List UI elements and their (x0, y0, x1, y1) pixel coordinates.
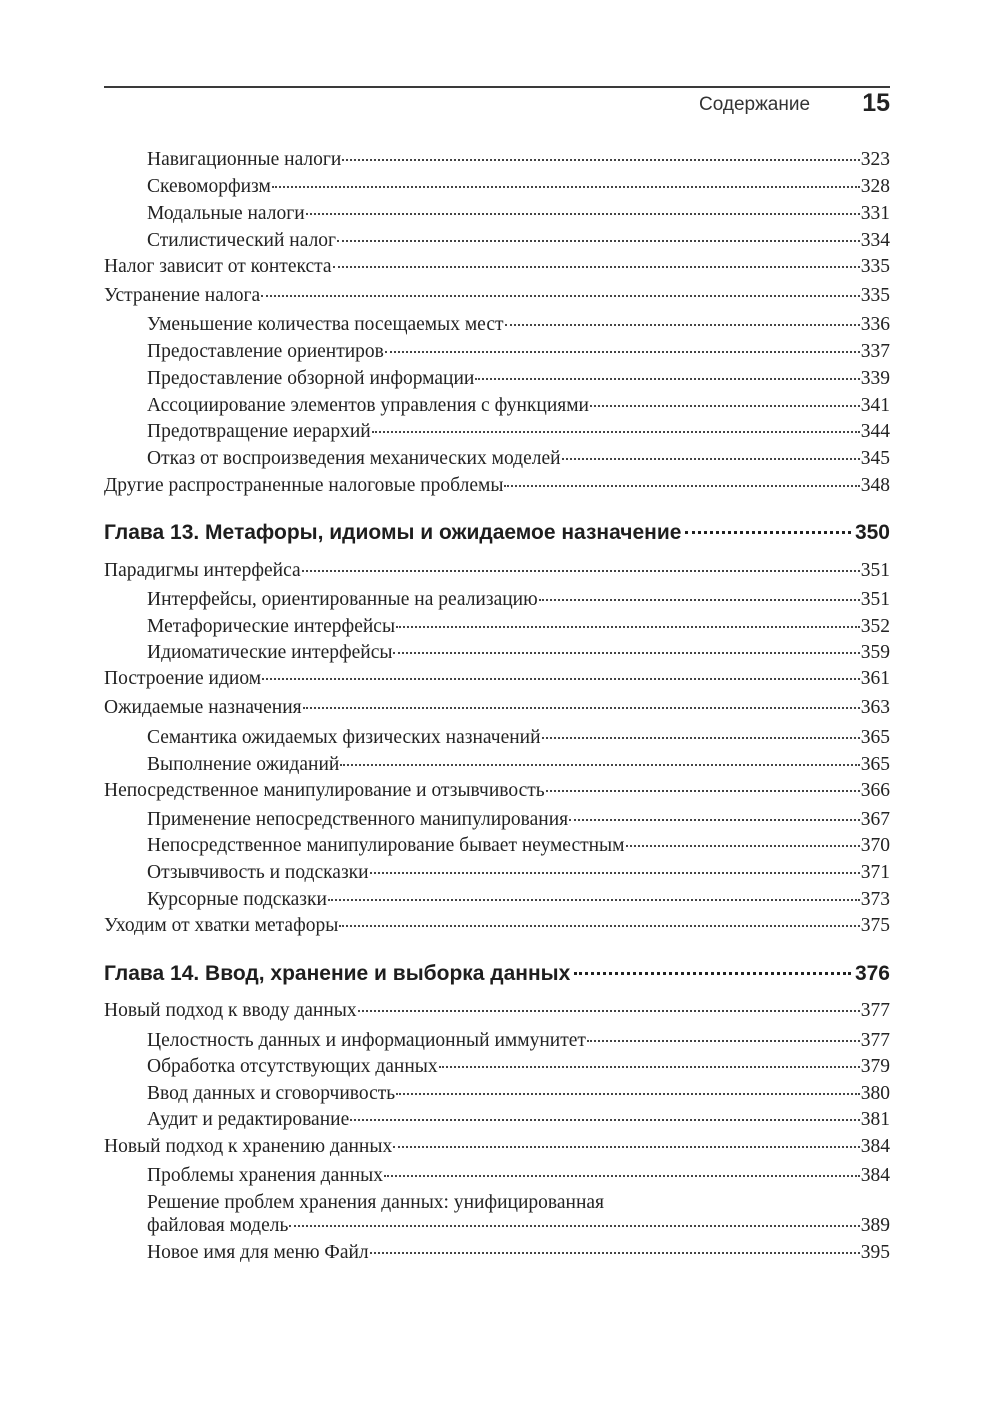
leader-dots (358, 1010, 860, 1012)
toc-entry[interactable] (147, 726, 890, 750)
toc-entry[interactable] (147, 313, 890, 337)
running-title: Содержание (699, 94, 811, 115)
toc-entry-title: Стилистический налог (147, 230, 337, 251)
leader-dots (337, 240, 860, 242)
leader-dots (262, 678, 860, 680)
leader-dots (303, 707, 860, 709)
leader-dots (306, 213, 860, 215)
toc-entry-title: Ожидаемые назначения (104, 697, 302, 718)
leader-dots (475, 378, 859, 380)
chapter-title: Глава 13. Метафоры, идиомы и ожидаемое назначение (104, 521, 682, 544)
leader-dots (393, 652, 859, 654)
leader-dots (546, 790, 860, 792)
toc-entry-title: Ввод данных и сговорчивость (147, 1083, 396, 1104)
toc-entry[interactable] (147, 447, 890, 471)
toc-entry[interactable] (147, 888, 890, 912)
toc-entry-title: Скевоморфизм (147, 176, 271, 197)
toc-entry-line1[interactable] (147, 1191, 890, 1215)
toc-entry-title: Проблемы хранения данных (147, 1165, 383, 1186)
leader-dots (302, 570, 860, 572)
toc-entry-page: 323 (860, 149, 890, 170)
toc-entry-page: 351 (860, 589, 890, 610)
toc-entry[interactable] (147, 1082, 890, 1106)
chapter-page: 376 (854, 962, 890, 985)
toc-entry-title: Навигационные налоги (147, 149, 342, 170)
toc-entry-title: Метафорические интерфейсы (147, 616, 396, 637)
leader-dots (289, 1225, 859, 1227)
toc-entry-page: 384 (860, 1136, 890, 1157)
toc-entry[interactable] (104, 696, 890, 720)
leader-dots (342, 159, 859, 161)
toc-entry[interactable] (104, 1135, 890, 1159)
toc-entry-title: Непосредственное манипулирование бывает неуместным (147, 835, 625, 856)
toc-entry-page: 373 (860, 889, 890, 910)
toc-entry-page: 370 (860, 835, 890, 856)
leader-dots (569, 819, 860, 821)
toc-entry-title: файловая модель (147, 1215, 289, 1236)
toc-entry[interactable] (147, 1164, 890, 1188)
toc-entry-page: 361 (860, 668, 890, 689)
toc-entry-title: Построение идиом (104, 668, 262, 689)
toc-entry[interactable] (147, 808, 890, 832)
toc-entry-title: Модальные налоги (147, 203, 305, 224)
toc-entry-title: Новое имя для меню Файл (147, 1242, 369, 1263)
toc-entry-page: 384 (860, 1165, 890, 1186)
toc-entry-title: Непосредственное манипулирование и отзывчивость (104, 780, 545, 801)
toc-entry-title: Курсорные подсказки (147, 889, 327, 910)
toc-entry-page: 366 (860, 780, 890, 801)
toc-entry[interactable] (147, 1241, 890, 1265)
toc-entry-title: Ассоциирование элементов управления с функциями (147, 395, 589, 416)
toc-entry-title: Идиоматические интерфейсы (147, 642, 393, 663)
leader-dots (384, 1175, 860, 1177)
toc-entry-title: Решение проблем хранения данных: унифицированная (147, 1192, 605, 1213)
toc-entry-title: Интерфейсы, ориентированные на реализацию (147, 589, 538, 610)
toc-entry-page: 344 (860, 421, 890, 442)
toc-entry-page: 337 (860, 341, 890, 362)
leader-dots (396, 1093, 860, 1095)
toc-entry[interactable] (147, 229, 890, 253)
toc-entry[interactable] (147, 367, 890, 391)
leader-dots (396, 626, 860, 628)
toc-entry-page: 377 (860, 1000, 890, 1021)
toc-entry-page: 335 (860, 285, 890, 306)
toc-entry-page: 371 (860, 862, 890, 883)
toc-entry[interactable] (104, 559, 890, 583)
toc-entry-title: Предоставление обзорной информации (147, 368, 475, 389)
toc-entry-page: 375 (860, 915, 890, 936)
toc-entry[interactable] (104, 474, 890, 498)
toc-entry-page: 351 (860, 560, 890, 581)
toc-entry[interactable] (104, 284, 890, 308)
chapter-page: 350 (854, 521, 890, 544)
toc-entry-title: Налог зависит от контекста (104, 256, 332, 277)
toc-entry-title: Парадигмы интерфейса (104, 560, 301, 581)
toc-entry-title: Предоставление ориентиров (147, 341, 384, 362)
toc-entry[interactable] (147, 1214, 890, 1238)
toc-entry-title: Новый подход к хранению данных (104, 1136, 393, 1157)
leader-dots (350, 1119, 860, 1121)
leader-dots (370, 872, 860, 874)
toc-entry-title: Применение непосредственного манипулирования (147, 809, 569, 830)
leader-dots (590, 405, 860, 407)
toc-entry-page: 363 (860, 697, 890, 718)
toc-entry-page: 377 (860, 1030, 890, 1051)
toc-entry-page: 389 (860, 1215, 890, 1236)
header-rule (104, 86, 890, 88)
leader-dots (562, 458, 860, 460)
toc-entry-title: Предотвращение иерархий (147, 421, 371, 442)
page-number: 15 (862, 89, 890, 117)
toc-entry[interactable] (147, 394, 890, 418)
toc-entry-page: 341 (860, 395, 890, 416)
leader-dots (393, 1146, 860, 1148)
leader-dots (372, 431, 860, 433)
toc-entry-page: 379 (860, 1056, 890, 1077)
leader-dots (504, 485, 859, 487)
leader-dots (272, 186, 860, 188)
toc-entry[interactable] (147, 1055, 890, 1079)
toc-entry-title: Выполнение ожиданий (147, 754, 340, 775)
toc-entry-title: Уходим от хватки метафоры (104, 915, 339, 936)
toc-entry-page: 352 (860, 616, 890, 637)
toc-entry[interactable] (147, 420, 890, 444)
leader-dots (505, 324, 860, 326)
toc-entry[interactable] (147, 1029, 890, 1053)
toc-entry[interactable] (104, 255, 890, 279)
leader-dots (439, 1066, 860, 1068)
chapter-heading[interactable] (104, 960, 890, 988)
leader-dots (339, 925, 859, 927)
toc-entry-page: 367 (860, 809, 890, 830)
toc-entry-title: Отказ от воспроизведения механических моделей (147, 448, 561, 469)
leader-dots (340, 764, 859, 766)
toc-entry-page: 336 (860, 314, 890, 335)
toc-entry-page: 381 (860, 1109, 890, 1130)
toc-entry[interactable] (147, 641, 890, 665)
toc-entry-page: 359 (860, 642, 890, 663)
toc-entry-page: 331 (860, 203, 890, 224)
toc-entry-title: Аудит и редактирование (147, 1109, 350, 1130)
toc-entry-page: 348 (860, 475, 890, 496)
toc-entry-page: 365 (860, 754, 890, 775)
toc-entry-page: 345 (860, 448, 890, 469)
leader-dots (385, 351, 860, 353)
toc-entry[interactable] (104, 914, 890, 938)
toc-entry[interactable] (147, 861, 890, 885)
leader-dots (685, 531, 851, 534)
toc-entry[interactable] (147, 588, 890, 612)
leader-dots (542, 737, 860, 739)
leader-dots (333, 266, 860, 268)
leader-dots (587, 1040, 860, 1042)
toc-entry-page: 365 (860, 727, 890, 748)
toc-entry-title: Семантика ожидаемых физических назначений (147, 727, 541, 748)
toc-entry-page: 339 (860, 368, 890, 389)
leader-dots (626, 845, 860, 847)
toc-entry-page: 380 (860, 1083, 890, 1104)
toc-entry[interactable] (147, 615, 890, 639)
toc-entry-title: Новый подход к вводу данных (104, 1000, 357, 1021)
toc-entry-page: 335 (860, 256, 890, 277)
toc-entry[interactable] (147, 175, 890, 199)
toc-entry[interactable] (147, 340, 890, 364)
chapter-title: Глава 14. Ввод, хранение и выборка данных (104, 962, 571, 985)
chapter-heading[interactable] (104, 519, 890, 547)
leader-dots (261, 295, 860, 297)
toc-entry-title: Уменьшение количества посещаемых мест (147, 314, 504, 335)
toc-entry-title: Целостность данных и информационный иммунитет (147, 1030, 586, 1051)
toc-entry[interactable] (104, 667, 890, 691)
toc-entry-page: 328 (860, 176, 890, 197)
leader-dots (574, 972, 851, 975)
leader-dots (328, 899, 860, 901)
leader-dots (370, 1252, 860, 1254)
toc-entry-page: 395 (860, 1242, 890, 1263)
toc-entry[interactable] (147, 834, 890, 858)
toc-entry[interactable] (147, 1108, 890, 1132)
toc-entry[interactable] (147, 202, 890, 226)
toc-entry-title: Устранение налога (104, 285, 261, 306)
toc-entry-title: Другие распространенные налоговые проблемы (104, 475, 504, 496)
toc-entry[interactable] (104, 779, 890, 803)
toc-entry-page: 334 (860, 230, 890, 251)
toc-entry-title: Отзывчивость и подсказки (147, 862, 369, 883)
toc-entry-title: Обработка отсутствующих данных (147, 1056, 438, 1077)
toc-entry[interactable] (147, 148, 890, 172)
toc-entry[interactable] (104, 999, 890, 1023)
toc-entry[interactable] (147, 753, 890, 777)
leader-dots (539, 599, 860, 601)
